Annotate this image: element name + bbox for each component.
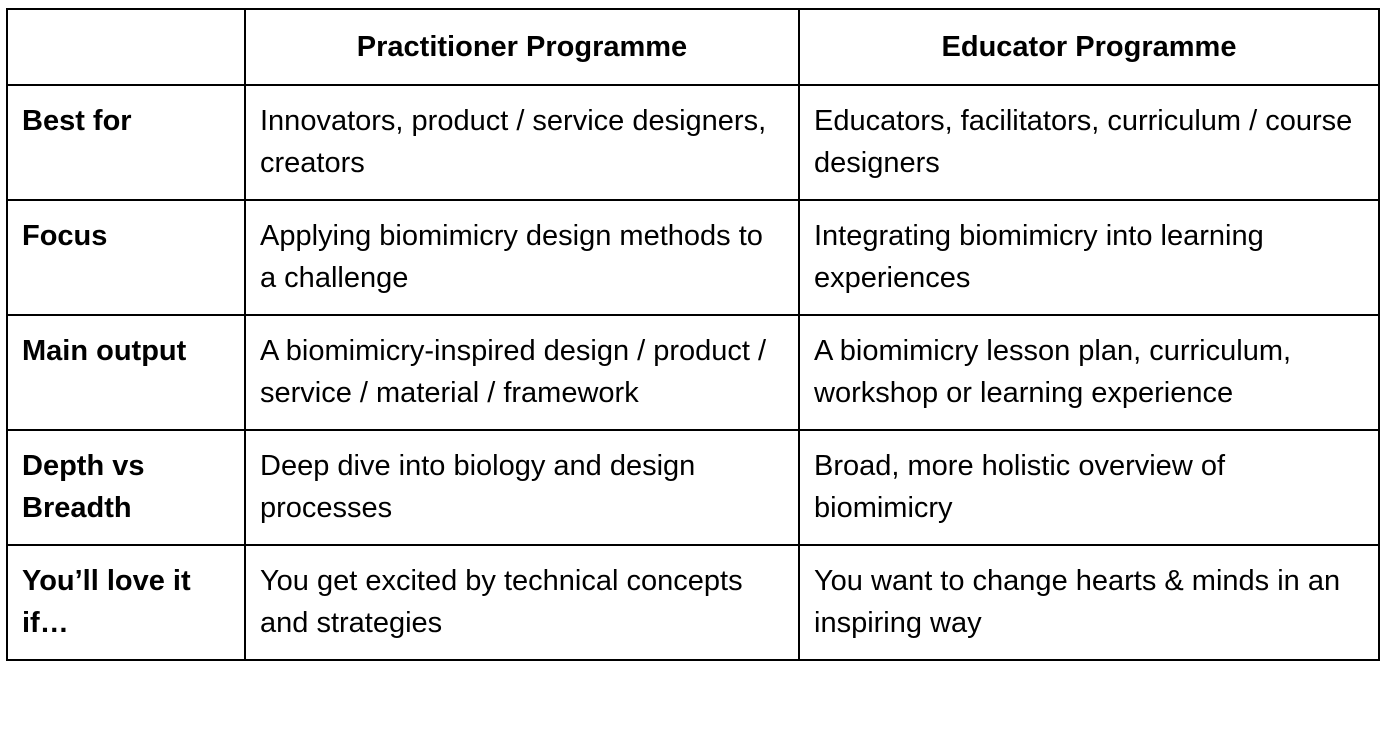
educator-cell: Integrating biomimicry into learning experiences <box>799 200 1379 315</box>
educator-cell: You want to change hearts & minds in an inspiring way <box>799 545 1379 660</box>
table-row <box>7 315 1379 430</box>
educator-cell: A biomimicry lesson plan, curriculum, workshop or learning experience <box>799 315 1379 430</box>
row-label-youll-love-it-if: You’ll love it if… <box>7 545 245 660</box>
educator-cell: Educators, facilitators, curriculum / course designers <box>799 85 1379 200</box>
table-row <box>7 545 1379 660</box>
practitioner-cell: Innovators, product / service designers, creators <box>245 85 799 200</box>
practitioner-cell: Applying biomimicry design methods to a challenge <box>245 200 799 315</box>
table-row <box>7 430 1379 545</box>
educator-cell: Broad, more holistic overview of biomimicry <box>799 430 1379 545</box>
row-label-focus: Focus <box>7 200 245 315</box>
educator-column-header: Educator Programme <box>799 9 1379 85</box>
practitioner-column-header: Practitioner Programme <box>245 9 799 85</box>
practitioner-cell: Deep dive into biology and design processes <box>245 430 799 545</box>
practitioner-cell: You get excited by technical concepts and strategies <box>245 545 799 660</box>
table-row <box>7 85 1379 200</box>
row-label-best-for: Best for <box>7 85 245 200</box>
practitioner-cell: A biomimicry-inspired design / product / service / material / framework <box>245 315 799 430</box>
row-label-main-output: Main output <box>7 315 245 430</box>
header-row <box>7 9 1379 85</box>
row-label-depth-vs-breadth: Depth vs Breadth <box>7 430 245 545</box>
corner-cell <box>7 9 245 85</box>
table-row <box>7 200 1379 315</box>
comparison-table <box>6 8 1380 661</box>
